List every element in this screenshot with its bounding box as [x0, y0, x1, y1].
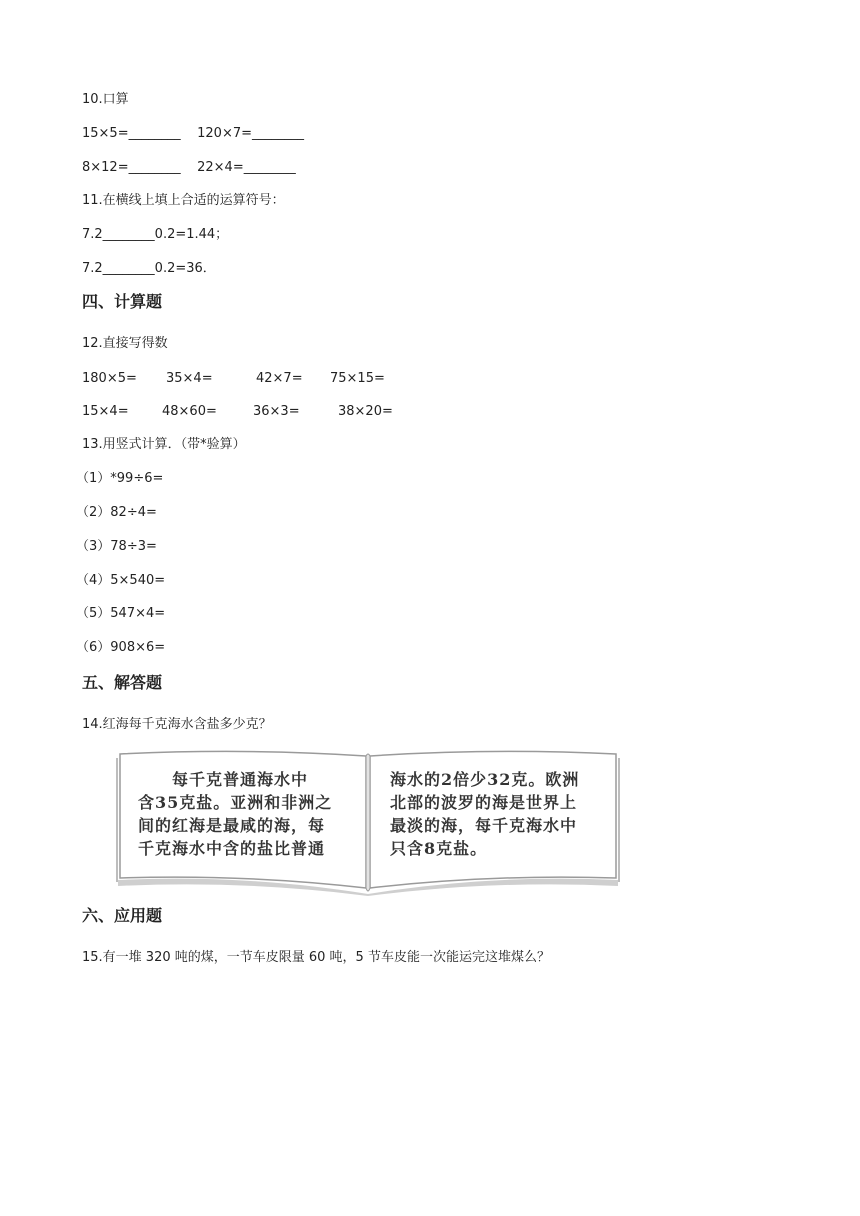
q13-item: （6）908×6= [76, 640, 166, 655]
open-book-illustration [114, 748, 622, 896]
book-right-line: 北部的波罗的海是世界上 [390, 793, 578, 812]
question-11-line-1: 7.2________0.2=1.44； [82, 227, 229, 242]
book-left-line: 千克海水中含的盐比普通 [138, 839, 326, 858]
book-left-line: 每千克普通海水中 [138, 770, 309, 789]
book-right-line: 只含8克盐。 [390, 839, 488, 858]
q13-item: （5）547×4= [76, 606, 166, 621]
question-13-title: 13.用竖式计算．（带*验算） [82, 437, 246, 452]
q12-row2-item: 36×3= [253, 404, 300, 419]
book-right-page-text [390, 768, 579, 860]
q13-item: （1）*99÷6= [76, 471, 164, 486]
q12-row1-item: 180×5= [82, 371, 137, 386]
question-15-title: 15.有一堆 320 吨的煤，一节车皮限量 60 吨，5 节车皮能一次能运完这堆煤么？ [82, 950, 550, 965]
book-left-line: 间的红海是最咸的海，每 [138, 816, 326, 835]
q13-item: （3）78÷3= [76, 539, 157, 554]
book-right-line: 海水的2倍少32克。欧洲 [390, 770, 580, 789]
q13-item: （4）5×540= [76, 573, 166, 588]
q12-row2-item: 38×20= [338, 404, 393, 419]
section-5-heading: 五、解答题 [82, 673, 163, 692]
book-right-line: 最淡的海，每千克海水中 [390, 816, 578, 835]
question-12-title: 12.直接写得数 [82, 336, 168, 351]
book-left-line: 含35克盐。亚洲和非洲之 [138, 793, 333, 812]
question-11-line-2: 7.2________0.2=36． [82, 261, 216, 276]
question-10-row-2: 8×12=________ 22×4=________ [82, 160, 296, 175]
question-10-title: 10.口算 [82, 92, 129, 107]
section-4-heading: 四、计算题 [82, 292, 163, 311]
q13-item: （2）82÷4= [76, 505, 157, 520]
q12-row1-item: 42×7= [256, 371, 303, 386]
q12-row2-item: 48×60= [162, 404, 217, 419]
section-6-heading: 六、应用题 [82, 906, 163, 925]
question-10-row-1: 15×5=________ 120×7=________ [82, 126, 304, 141]
question-14-title: 14.红海每千克海水含盐多少克？ [82, 717, 272, 732]
q12-row1-item: 75×15= [330, 371, 385, 386]
q12-row2-item: 15×4= [82, 404, 129, 419]
question-11-title: 11.在横线上填上合适的运算符号： [82, 193, 285, 208]
q12-row1-item: 35×4= [166, 371, 213, 386]
book-left-page-text [138, 768, 332, 860]
